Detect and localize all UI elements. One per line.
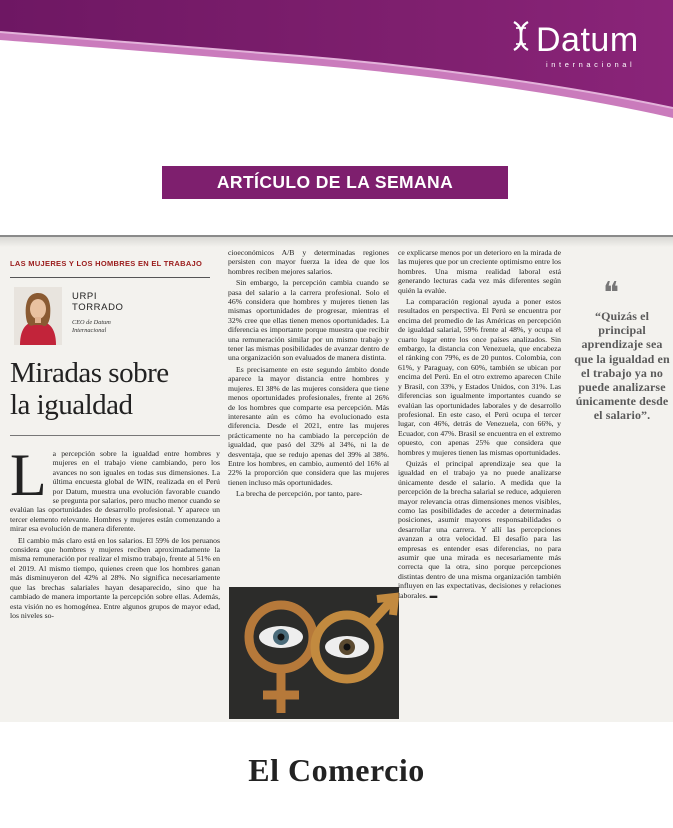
quote-icon: ❝ [603, 277, 620, 310]
author-last-name: TORRADO [72, 302, 124, 313]
drop-cap: L [10, 442, 47, 508]
newspaper-logo: El Comercio [248, 752, 425, 788]
article-kicker: LAS MUJERES Y LOS HOMBRES EN EL TRABAJO [10, 259, 203, 268]
logo-wordmark: Datum [536, 21, 639, 59]
pull-quote: “Quizás el principal aprendizaje sea que la igualdad en el trabajo ya no puede analizarse únicamente desde el salario”. [574, 309, 670, 423]
paragraph: La brecha de percepción, por tanto, pare- [236, 489, 363, 499]
section-title: ARTÍCULO DE LA SEMANA [162, 166, 508, 199]
headline-line: la igualdad [10, 389, 133, 421]
paragraph: Quizás el principal aprendizaje sea que la igualdad en el trabajo ya no puede analizarse únicamente desde el salario. A medida que la percepción de la brecha salarial se reduce, adquieren mayor relevancia otras dimensiones menos visibles, como las posibilidades de acceder a determinadas posiciones, asumir mayores responsabilidades o desarrollar una carrera. Y allí las percepciones avanzan a otra velocidad. El desafío para las empresas es entender esas diferencias, no para asumir que una mirada es necesariamente más correcta que la otra, sino porque percepciones distintas dentro de una misma organización también influyen en las expectativas, decisiones y relaciones laborales. ▬ [398, 458, 561, 600]
headline-line: Miradas sobre [10, 357, 169, 389]
article-column-3 [398, 248, 561, 600]
author-role-line: CEO de Datum [72, 319, 111, 326]
paragraph: El cambio más claro está en los salarios. El 59% de los peruanos considera que hombres y mujeres reciben aproximadamente la misma remuneración por realizar el mismo trabajo, frente al 51% en el 2019. Al mismo tiempo, quienes creen que los hombres ganan más disminuyeron del 42% al 28%. No significa necesariamente que las brechas salariales hayan desaparecido, sino que ha cambiado de manera importante la percepción sobre ellas. Además, esta visión no es homogénea. Entre algunos grupos de mayor edad, los niveles so- [10, 535, 220, 620]
dna-icon [508, 20, 534, 52]
paragraph [10, 442, 220, 534]
paragraph: cioeconómicos A/B y determinadas regiones persisten con mayor fuerza la idea de que los hombres reciben mejores salarios. [228, 248, 389, 276]
article-column-1 [10, 442, 220, 620]
author-first-name: URPI [72, 291, 98, 302]
portrait-image [14, 287, 62, 345]
gender-symbols-illustration [229, 587, 399, 719]
author-photo [14, 287, 62, 345]
paragraph: Sin embargo, la percepción cambia cuando se pasa del salario a la carrera profesional. Solo el 46% considera que hombres y mujeres tienen las mismas oportunidades de progresar, mientras el 32% cree que ellas tienen menos oportunidades. La diferencia es importante porque muestra que recibir una remuneración similar por un mismo trabajo y tener las mismas posibilidades de avanzar dentro de una organización son evaluados de manera distinta. [228, 278, 389, 363]
paragraph-text: a percepción sobre la igualdad entre hombres y mujeres en el trabajo viene cambiando, pero los avances no son iguales en todas sus dimensiones. La última encuesta global de WIN, realizada en el Perú por Datum, muestra una evolución favorable cuando se pregunta por salarios, pero mucho menor cuando se evalúan las oportunidades de desarrollo profesional. Y aparece un tercer elemento relevante. Hombres y mujeres están comenzando a mirar esa evolución de manera diferente. [10, 449, 220, 534]
author-role [72, 319, 111, 335]
header-banner [0, 0, 673, 150]
logo-subtitle: internacional [546, 60, 636, 69]
paragraph: La comparación regional ayuda a poner estos resultados en perspectiva. El Perú se encuentra por encima del promedio de las Américas en percepción de igualdad salarial, 59% frente al 48%, y ocupa el cuarto lugar entre los once países analizados. Sin embargo, la distancia con Venezuela, que encabeza el ránking con 79%, es de 20 puntos. Colombia, con 61%, y Paraguay, con 60%, también se ubican por encima del Perú. En el otro extremo aparecen Chile y Brasil, con 33%, y Estados Unidos, con 31%. Las diferencias son igualmente importantes cuando se evalúan las oportunidades laborales y de desarrollo profesional. En este caso, el Perú ocupa el tercer lugar, con 46%, detrás de Venezuela, con 66%, y Ecuador, con 47%. Brasil se encuentra en el extremo opuesto, con apenas 25% que considera que hombres y mujeres tienen las mismas oportunidades. [398, 297, 561, 457]
paragraph: ce explicarse menos por un deterioro en la mirada de las mujeres que por un creciente optimismo entre los hombres. Una misma realidad laboral está generando lecturas cada vez más diferentes según quién la evalúe. [398, 248, 561, 295]
clip-shadow [0, 237, 673, 247]
author-role-line: Internacional [72, 327, 107, 334]
divider [10, 277, 210, 278]
newspaper-clipping [0, 235, 673, 722]
article-column-2 [228, 248, 389, 499]
article-headline [10, 357, 210, 421]
author-name [72, 291, 124, 313]
eyes-gender-icon [229, 587, 399, 719]
paragraph: Es precisamente en este segundo ámbito donde aparece la mayor distancia entre hombres y mujeres. El 38% de las mujeres considera que tiene menos oportunidades profesionales, frente al 26% de los hombres que comparte esa percepción. Más interesante aún es cómo ha evolucionado esta diferencia. Desde el 2021, entre las mujeres prácticamente no ha cambiado la percepción de igualdad, que pasó del 32% al 34%, ni la de desventaja, que se redujo apenas del 39% al 38%. Entre los hombres, en cambio, aumentó del 16% al 22% la proporción que considera que las mujeres tienen incluso más oportunidades. [228, 364, 389, 487]
divider [10, 435, 220, 436]
